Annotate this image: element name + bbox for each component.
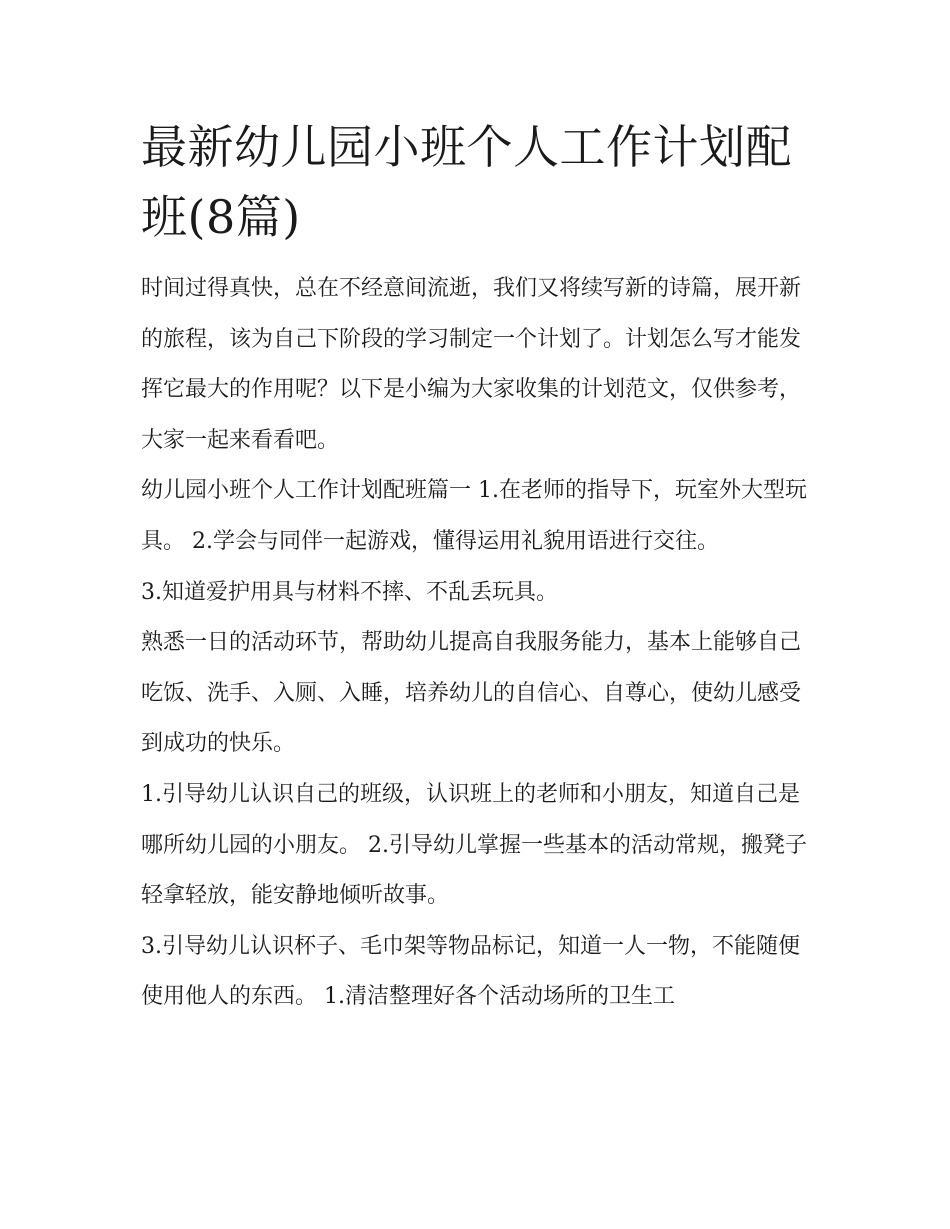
document-page — [141, 112, 813, 1023]
paragraph-1: 时间过得真快，总在不经意间流逝，我们又将续写新的诗篇，展开新的旅程，该为自己下阶段的学习制定一个计划了。计划怎么写才能发挥它最大的作用呢？以下是小编为大家收集的计划范文，仅供参考，大家一起来看看吧。 — [141, 276, 802, 453]
document-title: 最新幼儿园小班个人工作计划配班(8篇) — [141, 120, 792, 244]
paragraph-4: 熟悉一日的活动环节，帮助幼儿提高自我服务能力，基本上能够自己吃饭、洗手、入厕、入睡，培养幼儿的自信心、自尊心，使幼儿感受到成功的快乐。 — [141, 630, 802, 757]
document-body — [141, 264, 813, 1023]
paragraph-5: 1.引导幼儿认识自己的班级，认识班上的老师和小朋友，知道自己是哪所幼儿园的小朋友。 2.引导幼儿掌握一些基本的活动常规，搬凳子轻拿轻放，能安静地倾听故事。 — [141, 781, 807, 909]
paragraph-3: 3.知道爱护用具与材料不摔、不乱丢玩具。 — [141, 579, 558, 605]
paragraph-6: 3.引导幼儿认识杯子、毛巾架等物品标记，知道一人一物，不能随便使用他人的东西。 1.清洁整理好各个活动场所的卫生工 — [141, 933, 800, 1010]
paragraph-2: 幼儿园小班个人工作计划配班篇一 1.在老师的指导下，玩室外大型玩具。 2.学会与同伴一起游戏，懂得运用礼貌用语进行交往。 — [141, 478, 807, 554]
